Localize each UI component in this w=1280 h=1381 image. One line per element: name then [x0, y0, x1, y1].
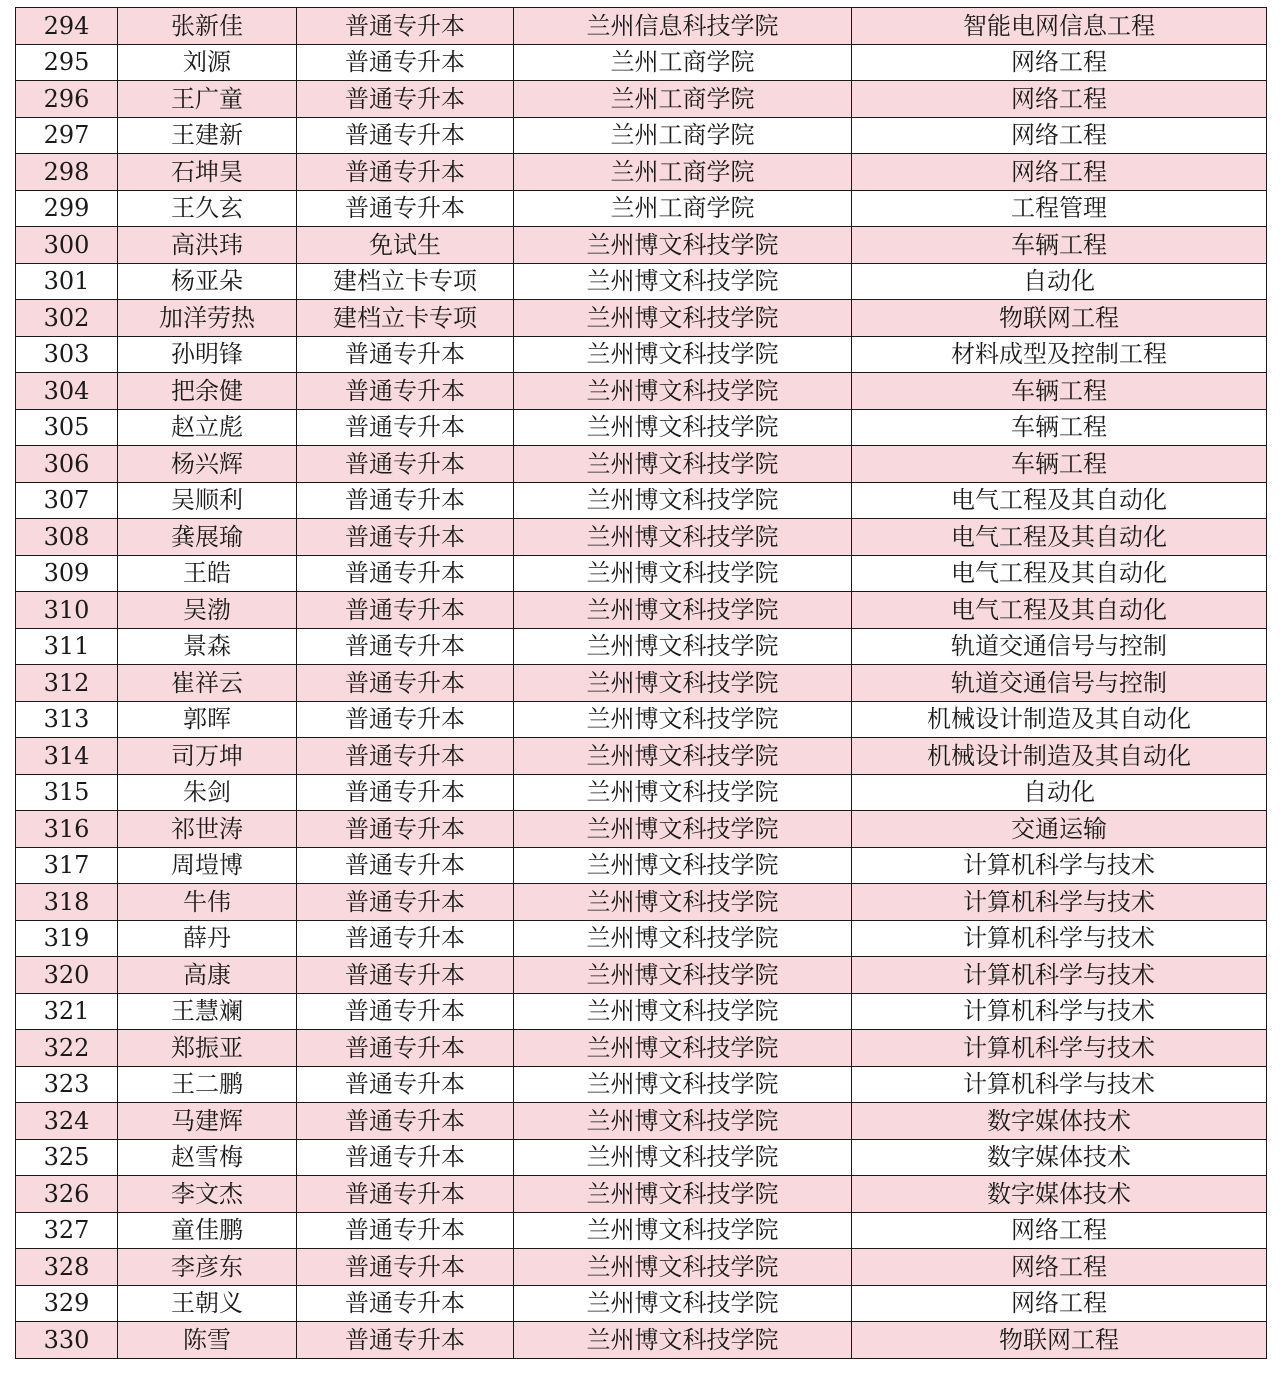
student-name-cell: 朱剑 [118, 774, 297, 811]
row-number-cell: 321 [16, 993, 118, 1030]
row-number-cell: 304 [16, 373, 118, 410]
row-number-cell: 295 [16, 44, 118, 81]
table-row [16, 1103, 1267, 1140]
table-row [16, 592, 1267, 629]
row-number-cell: 327 [16, 1212, 118, 1249]
admission-type-cell: 普通专升本 [297, 1285, 514, 1322]
row-number-cell: 314 [16, 738, 118, 775]
admission-type-cell: 普通专升本 [297, 1139, 514, 1176]
student-name-cell: 牛伟 [118, 884, 297, 921]
row-number-cell: 318 [16, 884, 118, 921]
admission-type-cell: 普通专升本 [297, 154, 514, 191]
table-row [16, 227, 1267, 264]
admission-type-cell: 普通专升本 [297, 8, 514, 45]
student-name-cell: 祁世涛 [118, 811, 297, 848]
table-row [16, 993, 1267, 1030]
school-cell: 兰州工商学院 [514, 44, 852, 81]
student-name-cell: 赵雪梅 [118, 1139, 297, 1176]
row-number-cell: 296 [16, 81, 118, 118]
school-cell: 兰州博文科技学院 [514, 336, 852, 373]
student-name-cell: 杨亚朵 [118, 263, 297, 300]
school-cell: 兰州博文科技学院 [514, 227, 852, 264]
student-name-cell: 杨兴辉 [118, 446, 297, 483]
student-name-cell: 赵立彪 [118, 409, 297, 446]
student-name-cell: 吴顺利 [118, 482, 297, 519]
school-cell: 兰州工商学院 [514, 117, 852, 154]
major-cell: 交通运输 [852, 811, 1267, 848]
table-row [16, 847, 1267, 884]
student-name-cell: 把余健 [118, 373, 297, 410]
student-name-cell: 薛丹 [118, 920, 297, 957]
row-number-cell: 322 [16, 1030, 118, 1067]
table-row [16, 336, 1267, 373]
admission-type-cell: 普通专升本 [297, 847, 514, 884]
admission-type-cell: 普通专升本 [297, 628, 514, 665]
admission-type-cell: 普通专升本 [297, 44, 514, 81]
admission-type-cell: 普通专升本 [297, 373, 514, 410]
admission-type-cell: 普通专升本 [297, 1322, 514, 1359]
table-row [16, 1139, 1267, 1176]
major-cell: 电气工程及其自动化 [852, 555, 1267, 592]
row-number-cell: 307 [16, 482, 118, 519]
admission-type-cell: 普通专升本 [297, 1103, 514, 1140]
major-cell: 计算机科学与技术 [852, 847, 1267, 884]
row-number-cell: 294 [16, 8, 118, 45]
table-row [16, 8, 1267, 45]
school-cell: 兰州工商学院 [514, 190, 852, 227]
school-cell: 兰州博文科技学院 [514, 738, 852, 775]
school-cell: 兰州博文科技学院 [514, 1249, 852, 1286]
admission-type-cell: 普通专升本 [297, 920, 514, 957]
major-cell: 网络工程 [852, 1212, 1267, 1249]
table-row [16, 701, 1267, 738]
row-number-cell: 329 [16, 1285, 118, 1322]
major-cell: 车辆工程 [852, 373, 1267, 410]
school-cell: 兰州博文科技学院 [514, 519, 852, 556]
table-row [16, 1285, 1267, 1322]
major-cell: 计算机科学与技术 [852, 957, 1267, 994]
table-row [16, 117, 1267, 154]
student-name-cell: 张新佳 [118, 8, 297, 45]
major-cell: 物联网工程 [852, 1322, 1267, 1359]
row-number-cell: 328 [16, 1249, 118, 1286]
row-number-cell: 315 [16, 774, 118, 811]
admission-list-table-container [15, 7, 1266, 1359]
major-cell: 材料成型及控制工程 [852, 336, 1267, 373]
table-row [16, 373, 1267, 410]
school-cell: 兰州博文科技学院 [514, 1322, 852, 1359]
major-cell: 数字媒体技术 [852, 1176, 1267, 1213]
row-number-cell: 306 [16, 446, 118, 483]
table-row [16, 263, 1267, 300]
student-name-cell: 吴渤 [118, 592, 297, 629]
school-cell: 兰州博文科技学院 [514, 811, 852, 848]
major-cell: 计算机科学与技术 [852, 1066, 1267, 1103]
student-name-cell: 龚展瑜 [118, 519, 297, 556]
row-number-cell: 330 [16, 1322, 118, 1359]
student-name-cell: 高洪玮 [118, 227, 297, 264]
major-cell: 计算机科学与技术 [852, 884, 1267, 921]
row-number-cell: 326 [16, 1176, 118, 1213]
admission-type-cell: 普通专升本 [297, 1066, 514, 1103]
table-row [16, 555, 1267, 592]
school-cell: 兰州博文科技学院 [514, 1030, 852, 1067]
major-cell: 网络工程 [852, 1249, 1267, 1286]
row-number-cell: 311 [16, 628, 118, 665]
table-row [16, 884, 1267, 921]
row-number-cell: 302 [16, 300, 118, 337]
school-cell: 兰州博文科技学院 [514, 1285, 852, 1322]
row-number-cell: 300 [16, 227, 118, 264]
student-name-cell: 石坤昊 [118, 154, 297, 191]
table-row [16, 1030, 1267, 1067]
admission-type-cell: 普通专升本 [297, 117, 514, 154]
admission-type-cell: 普通专升本 [297, 409, 514, 446]
row-number-cell: 319 [16, 920, 118, 957]
major-cell: 车辆工程 [852, 446, 1267, 483]
school-cell: 兰州博文科技学院 [514, 1066, 852, 1103]
admission-type-cell: 普通专升本 [297, 811, 514, 848]
major-cell: 物联网工程 [852, 300, 1267, 337]
major-cell: 自动化 [852, 774, 1267, 811]
admission-type-cell: 普通专升本 [297, 774, 514, 811]
major-cell: 轨道交通信号与控制 [852, 628, 1267, 665]
admission-type-cell: 免试生 [297, 227, 514, 264]
row-number-cell: 297 [16, 117, 118, 154]
table-row [16, 1212, 1267, 1249]
school-cell: 兰州博文科技学院 [514, 884, 852, 921]
admission-type-cell: 普通专升本 [297, 336, 514, 373]
table-row [16, 1176, 1267, 1213]
major-cell: 轨道交通信号与控制 [852, 665, 1267, 702]
row-number-cell: 310 [16, 592, 118, 629]
major-cell: 计算机科学与技术 [852, 993, 1267, 1030]
table-row [16, 1066, 1267, 1103]
table-row [16, 774, 1267, 811]
major-cell: 网络工程 [852, 1285, 1267, 1322]
admission-type-cell: 普通专升本 [297, 482, 514, 519]
major-cell: 数字媒体技术 [852, 1139, 1267, 1176]
school-cell: 兰州工商学院 [514, 154, 852, 191]
row-number-cell: 298 [16, 154, 118, 191]
school-cell: 兰州博文科技学院 [514, 1139, 852, 1176]
row-number-cell: 299 [16, 190, 118, 227]
student-name-cell: 王慧斓 [118, 993, 297, 1030]
major-cell: 电气工程及其自动化 [852, 592, 1267, 629]
major-cell: 工程管理 [852, 190, 1267, 227]
table-row [16, 190, 1267, 227]
school-cell: 兰州博文科技学院 [514, 920, 852, 957]
table-row [16, 300, 1267, 337]
school-cell: 兰州博文科技学院 [514, 774, 852, 811]
admission-type-cell: 普通专升本 [297, 190, 514, 227]
school-cell: 兰州博文科技学院 [514, 993, 852, 1030]
major-cell: 自动化 [852, 263, 1267, 300]
school-cell: 兰州博文科技学院 [514, 555, 852, 592]
school-cell: 兰州博文科技学院 [514, 628, 852, 665]
school-cell: 兰州博文科技学院 [514, 665, 852, 702]
admission-type-cell: 普通专升本 [297, 738, 514, 775]
school-cell: 兰州博文科技学院 [514, 300, 852, 337]
major-cell: 车辆工程 [852, 409, 1267, 446]
student-name-cell: 孙明锋 [118, 336, 297, 373]
student-name-cell: 高康 [118, 957, 297, 994]
school-cell: 兰州博文科技学院 [514, 1103, 852, 1140]
student-name-cell: 王朝义 [118, 1285, 297, 1322]
admission-type-cell: 普通专升本 [297, 665, 514, 702]
admission-type-cell: 普通专升本 [297, 884, 514, 921]
row-number-cell: 301 [16, 263, 118, 300]
major-cell: 数字媒体技术 [852, 1103, 1267, 1140]
row-number-cell: 308 [16, 519, 118, 556]
row-number-cell: 313 [16, 701, 118, 738]
major-cell: 网络工程 [852, 154, 1267, 191]
student-name-cell: 童佳鹏 [118, 1212, 297, 1249]
student-name-cell: 司万坤 [118, 738, 297, 775]
table-row [16, 628, 1267, 665]
admission-type-cell: 普通专升本 [297, 519, 514, 556]
student-name-cell: 王二鹏 [118, 1066, 297, 1103]
admission-type-cell: 普通专升本 [297, 81, 514, 118]
student-name-cell: 周塏博 [118, 847, 297, 884]
major-cell: 电气工程及其自动化 [852, 482, 1267, 519]
student-name-cell: 王皓 [118, 555, 297, 592]
admission-type-cell: 建档立卡专项 [297, 300, 514, 337]
table-row [16, 482, 1267, 519]
student-name-cell: 郭晖 [118, 701, 297, 738]
school-cell: 兰州博文科技学院 [514, 957, 852, 994]
major-cell: 网络工程 [852, 44, 1267, 81]
row-number-cell: 316 [16, 811, 118, 848]
table-row [16, 738, 1267, 775]
major-cell: 车辆工程 [852, 227, 1267, 264]
admission-list-table [15, 7, 1267, 1359]
student-name-cell: 陈雪 [118, 1322, 297, 1359]
major-cell: 智能电网信息工程 [852, 8, 1267, 45]
student-name-cell: 李文杰 [118, 1176, 297, 1213]
school-cell: 兰州博文科技学院 [514, 847, 852, 884]
admission-type-cell: 普通专升本 [297, 1030, 514, 1067]
major-cell: 计算机科学与技术 [852, 920, 1267, 957]
student-name-cell: 刘源 [118, 44, 297, 81]
major-cell: 计算机科学与技术 [852, 1030, 1267, 1067]
school-cell: 兰州工商学院 [514, 81, 852, 118]
major-cell: 网络工程 [852, 81, 1267, 118]
school-cell: 兰州博文科技学院 [514, 482, 852, 519]
school-cell: 兰州博文科技学院 [514, 446, 852, 483]
student-name-cell: 王广童 [118, 81, 297, 118]
school-cell: 兰州博文科技学院 [514, 1212, 852, 1249]
table-row [16, 811, 1267, 848]
table-row [16, 1322, 1267, 1359]
major-cell: 网络工程 [852, 117, 1267, 154]
major-cell: 电气工程及其自动化 [852, 519, 1267, 556]
row-number-cell: 320 [16, 957, 118, 994]
table-row [16, 1249, 1267, 1286]
table-row [16, 665, 1267, 702]
school-cell: 兰州博文科技学院 [514, 701, 852, 738]
row-number-cell: 312 [16, 665, 118, 702]
table-row [16, 44, 1267, 81]
table-row [16, 519, 1267, 556]
student-name-cell: 马建辉 [118, 1103, 297, 1140]
student-name-cell: 王久玄 [118, 190, 297, 227]
table-body [16, 8, 1267, 1359]
table-row [16, 446, 1267, 483]
row-number-cell: 303 [16, 336, 118, 373]
row-number-cell: 324 [16, 1103, 118, 1140]
table-row [16, 154, 1267, 191]
student-name-cell: 郑振亚 [118, 1030, 297, 1067]
school-cell: 兰州博文科技学院 [514, 1176, 852, 1213]
admission-type-cell: 普通专升本 [297, 446, 514, 483]
school-cell: 兰州博文科技学院 [514, 373, 852, 410]
student-name-cell: 加洋劳热 [118, 300, 297, 337]
row-number-cell: 309 [16, 555, 118, 592]
school-cell: 兰州博文科技学院 [514, 263, 852, 300]
row-number-cell: 323 [16, 1066, 118, 1103]
table-row [16, 920, 1267, 957]
admission-type-cell: 普通专升本 [297, 555, 514, 592]
major-cell: 机械设计制造及其自动化 [852, 701, 1267, 738]
student-name-cell: 王建新 [118, 117, 297, 154]
admission-type-cell: 普通专升本 [297, 592, 514, 629]
school-cell: 兰州信息科技学院 [514, 8, 852, 45]
admission-type-cell: 普通专升本 [297, 1212, 514, 1249]
admission-type-cell: 普通专升本 [297, 1249, 514, 1286]
admission-type-cell: 普通专升本 [297, 993, 514, 1030]
major-cell: 机械设计制造及其自动化 [852, 738, 1267, 775]
row-number-cell: 305 [16, 409, 118, 446]
student-name-cell: 景森 [118, 628, 297, 665]
school-cell: 兰州博文科技学院 [514, 592, 852, 629]
student-name-cell: 李彦东 [118, 1249, 297, 1286]
admission-type-cell: 普通专升本 [297, 701, 514, 738]
table-row [16, 81, 1267, 118]
row-number-cell: 325 [16, 1139, 118, 1176]
admission-type-cell: 普通专升本 [297, 957, 514, 994]
table-row [16, 957, 1267, 994]
admission-type-cell: 建档立卡专项 [297, 263, 514, 300]
student-name-cell: 崔祥云 [118, 665, 297, 702]
row-number-cell: 317 [16, 847, 118, 884]
admission-type-cell: 普通专升本 [297, 1176, 514, 1213]
table-row [16, 409, 1267, 446]
school-cell: 兰州博文科技学院 [514, 409, 852, 446]
